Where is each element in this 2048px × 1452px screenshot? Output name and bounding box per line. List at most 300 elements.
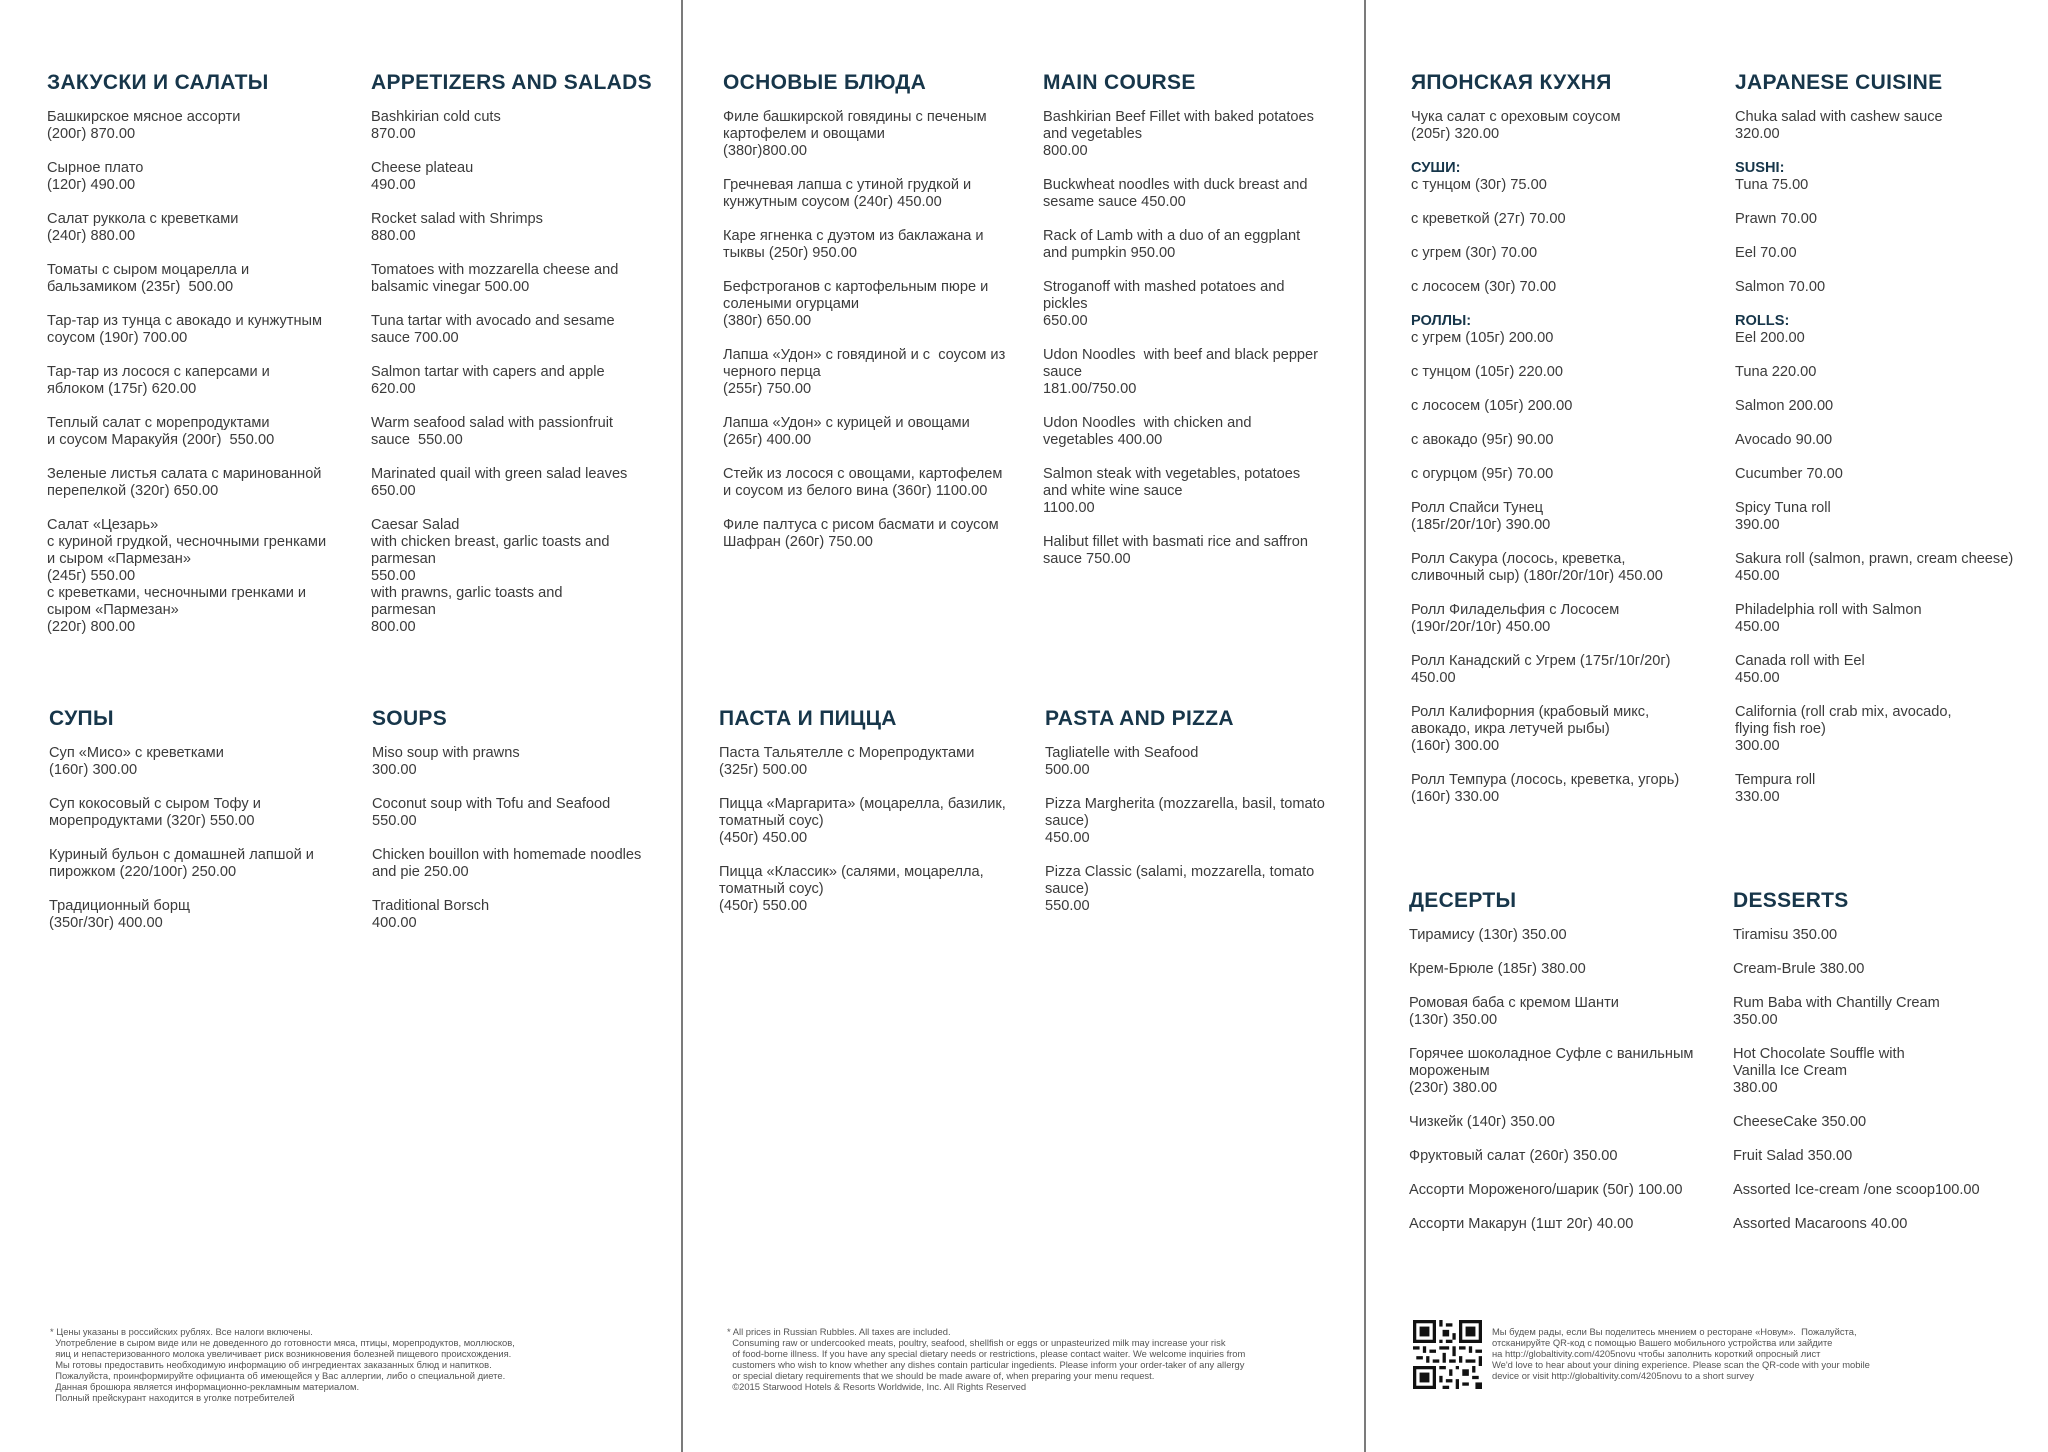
menu-item [1733, 1148, 2043, 1165]
item-line: Hot Chocolate Souffle with [1733, 1046, 1905, 1062]
item-line: с огурцом (95г) 70.00 [1411, 466, 1554, 482]
item-line: Употребление в сыром виде или не доведенного до готовности мяса, птицы, морепродуктов, моллюсков, [50, 1337, 515, 1348]
item-line: Ролл Сакура (лосось, креветка, [1411, 551, 1626, 567]
item-line: (185г/20г/10г) 390.00 [1411, 517, 1551, 533]
menu-item [372, 898, 672, 932]
menu-item [1411, 109, 1711, 143]
item-line: 650.00 [1043, 313, 1088, 329]
menu-item [371, 262, 671, 296]
menu-item [1411, 704, 1711, 755]
item-line: Салат руккола с креветками [47, 211, 239, 227]
menu-item [47, 109, 347, 143]
menu-item [1735, 772, 2045, 806]
menu-item [1735, 245, 2045, 262]
menu-item [1411, 245, 1711, 262]
item-line: Salmon 70.00 [1735, 279, 1826, 295]
item-line: 500.00 [1045, 762, 1090, 778]
item-line: (380г) 650.00 [723, 313, 812, 329]
item-line: Данная брошюра является информационно-рекламным материалом. [50, 1381, 360, 1392]
section-title: DESSERTS [1733, 889, 1849, 912]
item-line: sauce [1043, 364, 1082, 380]
footnote-en [727, 1326, 1327, 1392]
menu-item [1411, 466, 1711, 483]
menu-item [1733, 1114, 2043, 1131]
item-line: с лососем (30г) 70.00 [1411, 279, 1557, 295]
item-line: Rocket salad with Shrimps [371, 211, 543, 227]
item-line: Лапша «Удон» с говядиной и с соусом из [723, 347, 1006, 363]
item-line: Полный прейскурант находится в уголке потребителей [50, 1392, 295, 1403]
item-line: We'd love to hear about your dining experience. Please scan the QR-code with your mobile [1492, 1359, 1870, 1370]
item-line: с авокадо (95г) 90.00 [1411, 432, 1554, 448]
item-line: Ромовая баба с кремом Шанти [1409, 995, 1619, 1011]
menu-item [1735, 211, 2045, 228]
item-line: сливочный сыр) (180г/20г/10г) 450.00 [1411, 568, 1663, 584]
item-line: авокадо, икра летучей рыбы) [1411, 721, 1610, 737]
menu-item [1409, 927, 1709, 944]
menu-item [1735, 364, 2045, 381]
menu-item [1411, 500, 1711, 534]
item-line: Coconut soup with Tofu and Seafood [372, 796, 611, 812]
item-line: Fruit Salad 350.00 [1733, 1148, 1853, 1164]
item-line: Чизкейк (140г) 350.00 [1409, 1114, 1555, 1130]
item-line: Caesar Salad [371, 517, 460, 533]
item-line: черного перца [723, 364, 821, 380]
item-line: Chicken bouillon with homemade noodles [372, 847, 642, 863]
menu-item [723, 347, 1023, 398]
item-line: Cheese plateau [371, 160, 474, 176]
item-line: ©2015 Starwood Hotels & Resorts Worldwide, Inc. All Rights Reserved [727, 1381, 1027, 1392]
menu-item [1409, 1114, 1709, 1131]
item-line: Rack of Lamb with a duo of an eggplant [1043, 228, 1301, 244]
item-line: Eel 200.00 [1735, 330, 1805, 346]
item-line: с креветками, чесночными гренками и [47, 585, 307, 601]
item-line: Тар-тар из лосося с каперсами и [47, 364, 270, 380]
item-line: (160г) 300.00 [49, 762, 138, 778]
menu-item [723, 228, 1023, 262]
menu-item [1409, 1046, 1709, 1097]
item-line: (450г) 550.00 [719, 898, 808, 914]
item-line: 450.00 [1735, 568, 1780, 584]
item-line: (230г) 380.00 [1409, 1080, 1498, 1096]
menu-item [1411, 160, 1711, 194]
item-line: Горячее шоколадное Суфле с ванильным [1409, 1046, 1694, 1062]
item-line: Ролл Калифорния (крабовый микс, [1411, 704, 1650, 720]
item-line: and pumpkin 950.00 [1043, 245, 1176, 261]
menu-item [1409, 1216, 1709, 1233]
item-line: Стейк из лосося с овощами, картофелем [723, 466, 1003, 482]
menu-item [723, 517, 1023, 551]
menu-item [47, 364, 347, 398]
menu-item [1735, 466, 2045, 483]
appetizers-en-section [371, 71, 671, 653]
main-en-section [1043, 71, 1358, 585]
item-line: яблоком (175г) 620.00 [47, 381, 197, 397]
item-line: морепродуктами (320г) 550.00 [49, 813, 255, 829]
item-line: бальзамиком (235г) 500.00 [47, 279, 234, 295]
menu-item [1735, 160, 2045, 194]
item-line: с угрем (105г) 200.00 [1411, 330, 1554, 346]
menu-item [1409, 1148, 1709, 1165]
item-line: balsamic vinegar 500.00 [371, 279, 530, 295]
item-line: sauce) [1045, 881, 1089, 897]
menu-item [371, 160, 671, 194]
section-title: JAPANESE CUISINE [1735, 71, 1943, 94]
item-line: Salmon steak with vegetables, potatoes [1043, 466, 1301, 482]
sub-heading: РОЛЛЫ: [1411, 313, 1472, 329]
item-line: Spicy Tuna roll [1735, 500, 1831, 516]
item-line: Суп кокосовый с сыром Тофу и [49, 796, 261, 812]
item-line: Assorted Ice-cream /one scoop100.00 [1733, 1182, 1980, 1198]
menu-item [371, 313, 671, 347]
item-line: с лососем (105г) 200.00 [1411, 398, 1573, 414]
menu-panel-appetizers-soups [0, 0, 682, 1452]
section-title: ЗАКУСКИ И САЛАТЫ [47, 71, 269, 94]
menu-item [371, 211, 671, 245]
item-line: Тирамису (130г) 350.00 [1409, 927, 1567, 943]
item-line: Bashkirian Beef Fillet with baked potatoes [1043, 109, 1314, 125]
item-line: 550.00 [1045, 898, 1090, 914]
item-line: Pizza Margherita (mozzarella, basil, tomato [1045, 796, 1325, 812]
menu-item [1045, 745, 1360, 779]
item-line: Chuka salad with cashew sauce [1735, 109, 1943, 125]
menu-item [372, 847, 672, 881]
item-line: (200г) 870.00 [47, 126, 136, 142]
menu-item [49, 898, 349, 932]
item-line: vegetables 400.00 [1043, 432, 1163, 448]
menu-item [1735, 704, 2045, 755]
item-line: 490.00 [371, 177, 416, 193]
menu-item [1411, 602, 1711, 636]
menu-panel-main-pasta [683, 0, 1364, 1452]
item-line: Tomatoes with mozzarella cheese and [371, 262, 619, 278]
pasta-en-section [1045, 707, 1360, 932]
item-line: Marinated quail with green salad leaves [371, 466, 628, 482]
item-line: Ролл Спайси Тунец [1411, 500, 1544, 516]
item-line: 330.00 [1735, 789, 1780, 805]
menu-item [1733, 961, 2043, 978]
section-title: APPETIZERS AND SALADS [371, 71, 652, 94]
menu-item [1411, 398, 1711, 415]
menu-item [371, 415, 671, 449]
menu-item [371, 109, 671, 143]
menu-item [49, 745, 349, 779]
item-line: Tuna 75.00 [1735, 177, 1809, 193]
item-line: or special dietary requirements that we should be made aware of, when preparing your menu request. [727, 1370, 1155, 1381]
item-line: Philadelphia roll with Salmon [1735, 602, 1922, 618]
item-line: Суп «Мисо» с креветками [49, 745, 224, 761]
item-line: Avocado 90.00 [1735, 432, 1833, 448]
soups-ru-section [49, 707, 349, 949]
item-line: Бефстроганов с картофельным пюре и [723, 279, 989, 295]
item-line: and white wine sauce [1043, 483, 1183, 499]
item-line: (160г) 300.00 [1411, 738, 1500, 754]
item-line: Buckwheat noodles with duck breast and [1043, 177, 1308, 193]
japanese-en-section [1735, 71, 2045, 823]
item-line: Крем-Брюле (185г) 380.00 [1409, 961, 1586, 977]
item-line: 880.00 [371, 228, 416, 244]
item-line: Ролл Темпура (лосось, креветка, угорь) [1411, 772, 1680, 788]
menu-item [1735, 551, 2045, 585]
menu-item [1735, 109, 2045, 143]
menu-item [719, 745, 1029, 779]
menu-item [1735, 432, 2045, 449]
menu-item [1411, 364, 1711, 381]
pasta-ru-section [719, 707, 1029, 932]
item-line: with prawns, garlic toasts and [371, 585, 563, 601]
item-line: Мы будем рады, если Вы поделитесь мнением о ресторане «Новум». Пожалуйста, [1492, 1326, 1857, 1337]
item-line: Pizza Classic (salami, mozzarella, tomato [1045, 864, 1315, 880]
item-line: тыквы (250г) 950.00 [723, 245, 857, 261]
desserts-en-section [1733, 889, 2043, 1250]
item-line: sauce 550.00 [371, 432, 463, 448]
menu-item [1411, 653, 1711, 687]
item-line: и соусом из белого вина (360г) 1100.00 [723, 483, 988, 499]
item-line: Куриный бульон с домашней лапшой и [49, 847, 314, 863]
section-title: ЯПОНСКАЯ КУХНЯ [1411, 71, 1612, 94]
item-line: (205г) 320.00 [1411, 126, 1500, 142]
item-line: pickles [1043, 296, 1088, 312]
item-line: Традиционный борщ [49, 898, 191, 914]
section-title: СУПЫ [49, 707, 114, 730]
menu-item [372, 796, 672, 830]
menu-item [1409, 1182, 1709, 1199]
item-line: 550.00 [371, 568, 416, 584]
item-line: sauce 700.00 [371, 330, 459, 346]
item-line: Warm seafood salad with passionfruit [371, 415, 613, 431]
item-line: Башкирское мясное ассорти [47, 109, 241, 125]
item-line: Ассорти Макарун (1шт 20г) 40.00 [1409, 1216, 1634, 1232]
menu-item [1045, 796, 1360, 847]
item-line: Ролл Филадельфия с Лососем [1411, 602, 1620, 618]
menu-item [47, 466, 347, 500]
item-line: 320.00 [1735, 126, 1780, 142]
item-line: 181.00/750.00 [1043, 381, 1137, 397]
menu-item [1043, 279, 1358, 330]
menu-item [47, 517, 347, 636]
menu-item [49, 796, 349, 830]
item-line: перепелкой (320г) 650.00 [47, 483, 219, 499]
item-line: 450.00 [1735, 619, 1780, 635]
item-line: (160г) 330.00 [1411, 789, 1500, 805]
menu-item [1409, 961, 1709, 978]
menu-item [1411, 772, 1711, 806]
menu-item [723, 109, 1023, 160]
item-line: customers who wish to know whether any dishes contain particular ingedients. Please inform your order-taker of any allergy [727, 1359, 1245, 1370]
menu-item [47, 313, 347, 347]
item-line: Sakura roll (salmon, prawn, cream cheese) [1735, 551, 2014, 567]
item-line: 650.00 [371, 483, 416, 499]
item-line: Тар-тар из тунца с авокадо и кунжутным [47, 313, 323, 329]
menu-item [1733, 1182, 2043, 1199]
item-line: Зеленые листья салата с маринованной [47, 466, 322, 482]
item-line: (245г) 550.00 [47, 568, 136, 584]
item-line: Halibut fillet with basmati rice and saffron [1043, 534, 1308, 550]
item-line: sauce) [1045, 813, 1089, 829]
item-line: Ролл Канадский с Угрем (175г/10г/20г) [1411, 653, 1671, 669]
item-line: 300.00 [372, 762, 417, 778]
item-line: 800.00 [1043, 143, 1088, 159]
item-line: солеными огурцами [723, 296, 860, 312]
item-line: Tempura roll [1735, 772, 1816, 788]
menu-item [1411, 211, 1711, 228]
item-line: Prawn 70.00 [1735, 211, 1817, 227]
item-line: Miso soup with prawns [372, 745, 520, 761]
item-line: Пицца «Классик» (салями, моцарелла, [719, 864, 984, 880]
item-line: CheeseCake 350.00 [1733, 1114, 1867, 1130]
item-line: Филе палтуса с рисом басмати и соусом [723, 517, 999, 533]
item-line: мороженым [1409, 1063, 1490, 1079]
item-line: (120г) 490.00 [47, 177, 136, 193]
item-line: Tiramisu 350.00 [1733, 927, 1838, 943]
item-line: 450.00 [1411, 670, 1456, 686]
item-line: (240г) 880.00 [47, 228, 136, 244]
item-line: 800.00 [371, 619, 416, 635]
item-line: of food-borne illness. If you have any special dietary needs or restrictions, please contact waiter. We welcome inquiries from [727, 1348, 1246, 1359]
menu-item [1043, 177, 1358, 211]
menu-item [371, 364, 671, 398]
menu-item [719, 796, 1029, 847]
item-line: * Цены указаны в российских рублях. Все налоги включены. [50, 1326, 313, 1337]
item-line: Canada roll with Eel [1735, 653, 1865, 669]
item-line: 620.00 [371, 381, 416, 397]
menu-item [371, 517, 671, 636]
menu-item [1733, 1216, 2043, 1233]
menu-panel-japanese-desserts [1365, 0, 2048, 1452]
item-line: Assorted Macaroons 40.00 [1733, 1216, 1908, 1232]
item-line: 870.00 [371, 126, 416, 142]
item-line: Паста Тальятелле с Морепродуктами [719, 745, 975, 761]
menu-item [1411, 432, 1711, 449]
item-line: * All prices in Russian Rubbles. All taxes are included. [727, 1326, 951, 1337]
item-line: with chicken breast, garlic toasts and [371, 534, 610, 550]
qr-code-icon[interactable] [1413, 1320, 1482, 1389]
item-line: Пожалуйста, проинформируйте официанта об имеющейся у Вас аллергии, либо о специальной диете. [50, 1370, 506, 1381]
item-line: 400.00 [372, 915, 417, 931]
item-line: картофелем и овощами [723, 126, 885, 142]
item-line: Каре ягненка с дуэтом из баклажана и [723, 228, 984, 244]
menu-item [1043, 534, 1358, 568]
menu-item [1043, 109, 1358, 160]
japanese-ru-section [1411, 71, 1711, 823]
item-line: 550.00 [372, 813, 417, 829]
item-line: Филе башкирской говядины с печеным [723, 109, 987, 125]
menu-item [1735, 313, 2045, 347]
menu-item [1735, 279, 2045, 296]
item-line: Rum Baba with Chantilly Cream [1733, 995, 1940, 1011]
menu-item [723, 415, 1023, 449]
menu-item [1733, 995, 2043, 1029]
item-line: с креветкой (27г) 70.00 [1411, 211, 1566, 227]
item-line: Cream-Brule 380.00 [1733, 961, 1865, 977]
item-line: Cucumber 70.00 [1735, 466, 1843, 482]
section-title: MAIN COURSE [1043, 71, 1196, 94]
menu-item [1043, 347, 1358, 398]
item-line: с тунцом (30г) 75.00 [1411, 177, 1547, 193]
item-line: кунжутным соусом (240г) 450.00 [723, 194, 942, 210]
item-line: and pie 250.00 [372, 864, 469, 880]
menu-item [1411, 313, 1711, 347]
item-line: и соусом Маракуйя (200г) 550.00 [47, 432, 275, 448]
item-line: с тунцом (105г) 220.00 [1411, 364, 1564, 380]
item-line: Tuna 220.00 [1735, 364, 1817, 380]
item-line: (255г) 750.00 [723, 381, 812, 397]
menu-item [47, 262, 347, 296]
item-line: (265г) 400.00 [723, 432, 812, 448]
menu-item [1733, 1046, 2043, 1097]
section-title: SOUPS [372, 707, 448, 730]
menu-item [372, 745, 672, 779]
item-line: (325г) 500.00 [719, 762, 808, 778]
item-line: Чука салат с ореховым соусом [1411, 109, 1621, 125]
item-line: (190г/20г/10г) 450.00 [1411, 619, 1551, 635]
item-line: parmesan [371, 602, 436, 618]
item-line: пирожком (220/100г) 250.00 [49, 864, 237, 880]
menu-item [1043, 466, 1358, 517]
item-line: Фруктовый салат (260г) 350.00 [1409, 1148, 1618, 1164]
item-line: Eel 70.00 [1735, 245, 1797, 261]
item-line: 1100.00 [1043, 500, 1095, 516]
item-line: Пицца «Маргарита» (моцарелла, базилик, [719, 796, 1006, 812]
item-line: 380.00 [1733, 1080, 1778, 1096]
item-line: Теплый салат с морепродуктами [47, 415, 270, 431]
item-line: sauce 750.00 [1043, 551, 1131, 567]
item-line: Томаты с сыром моцарелла и [47, 262, 250, 278]
sub-heading: СУШИ: [1411, 160, 1461, 176]
menu-item [1735, 653, 2045, 687]
menu-item [47, 415, 347, 449]
item-line: сыром «Пармезан» [47, 602, 179, 618]
survey-note [1492, 1326, 1952, 1381]
item-line: Salmon tartar with capers and apple [371, 364, 605, 380]
item-line: (220г) 800.00 [47, 619, 136, 635]
section-title: ПАСТА И ПИЦЦА [719, 707, 897, 730]
footnote-ru [50, 1326, 610, 1403]
item-line: Traditional Borsch [372, 898, 490, 914]
item-line: с угрем (30г) 70.00 [1411, 245, 1538, 261]
menu-item [1409, 995, 1709, 1029]
menu-item [1411, 551, 1711, 585]
soups-en-section [372, 707, 672, 949]
item-line: 450.00 [1735, 670, 1780, 686]
item-line: томатный соус) [719, 881, 824, 897]
item-line: Салат «Цезарь» [47, 517, 159, 533]
item-line: and vegetables [1043, 126, 1142, 142]
item-line: Consuming raw or undercooked meats, poultry, seafood, shellfish or eggs or unpasteurized milk may increase your risk [727, 1337, 1226, 1348]
item-line: sesame sauce 450.00 [1043, 194, 1186, 210]
menu-item [723, 466, 1023, 500]
item-line: device or visit http://globaltivity.com/4205novu to a short survey [1492, 1370, 1754, 1381]
item-line: яиц и непастеризованного молока увеличивает риск возникновения болезней пищевого происхождения. [50, 1348, 512, 1359]
item-line: и сыром «Пармезан» [47, 551, 191, 567]
sub-heading: SUSHI: [1735, 160, 1785, 176]
desserts-ru-section [1409, 889, 1709, 1250]
menu-item [723, 177, 1023, 211]
menu-item [1411, 279, 1711, 296]
item-line: 450.00 [1045, 830, 1090, 846]
menu-item [1735, 398, 2045, 415]
item-line: Сырное плато [47, 160, 144, 176]
menu-item [723, 279, 1023, 330]
item-line: (380г)800.00 [723, 143, 808, 159]
item-line: Лапша «Удон» с курицей и овощами [723, 415, 970, 431]
item-line: 390.00 [1735, 517, 1780, 533]
item-line: томатный соус) [719, 813, 824, 829]
menu-item [719, 864, 1029, 915]
item-line: parmesan [371, 551, 436, 567]
item-line: Bashkirian cold cuts [371, 109, 501, 125]
menu-item [1735, 500, 2045, 534]
menu-item [49, 847, 349, 881]
